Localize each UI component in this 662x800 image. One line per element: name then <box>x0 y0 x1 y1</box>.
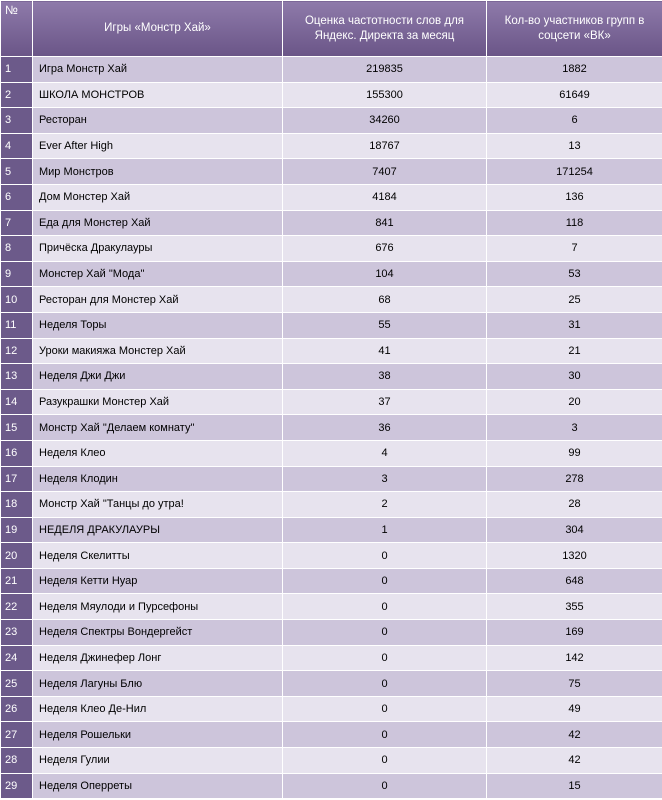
row-number: 2 <box>1 82 33 108</box>
row-game-name: Монстр Хай "Делаем комнату" <box>33 415 283 441</box>
table-row <box>1 312 662 338</box>
table-row <box>1 440 662 466</box>
table-row <box>1 364 662 390</box>
row-frequency: 3 <box>283 466 487 492</box>
row-game-name: Разукрашки Монстер Хай <box>33 389 283 415</box>
row-game-name: Неделя Клео <box>33 440 283 466</box>
row-game-name: Неделя Рошельки <box>33 722 283 748</box>
table-row <box>1 415 662 441</box>
row-number: 16 <box>1 440 33 466</box>
row-number: 29 <box>1 773 33 799</box>
row-vk-members: 278 <box>487 466 662 492</box>
row-number: 14 <box>1 389 33 415</box>
row-game-name: Неделя Торы <box>33 312 283 338</box>
table-row <box>1 722 662 748</box>
row-vk-members: 61649 <box>487 82 662 108</box>
table-row <box>1 543 662 569</box>
row-frequency: 7407 <box>283 159 487 185</box>
row-frequency: 219835 <box>283 57 487 83</box>
row-frequency: 34260 <box>283 108 487 134</box>
row-vk-members: 28 <box>487 492 662 518</box>
table-row <box>1 236 662 262</box>
row-game-name: Неделя Лагуны Блю <box>33 671 283 697</box>
row-frequency: 841 <box>283 210 487 236</box>
row-vk-members: 42 <box>487 748 662 774</box>
table-row <box>1 671 662 697</box>
row-number: 23 <box>1 620 33 646</box>
table-row <box>1 338 662 364</box>
row-vk-members: 3 <box>487 415 662 441</box>
row-game-name: Неделя Гулии <box>33 748 283 774</box>
row-game-name: ШКОЛА МОНСТРОВ <box>33 82 283 108</box>
row-frequency: 0 <box>283 543 487 569</box>
table-row <box>1 466 662 492</box>
row-frequency: 4 <box>283 440 487 466</box>
table-row <box>1 57 662 83</box>
row-game-name: Неделя Клео Де-Нил <box>33 696 283 722</box>
row-game-name: Неделя Скелитты <box>33 543 283 569</box>
row-vk-members: 53 <box>487 261 662 287</box>
row-frequency: 0 <box>283 748 487 774</box>
row-game-name: Неделя Клодин <box>33 466 283 492</box>
row-game-name: Причёска Дракулауры <box>33 236 283 262</box>
row-game-name: Монстр Хай "Танцы до утра! <box>33 492 283 518</box>
row-frequency: 41 <box>283 338 487 364</box>
header-row <box>1 1 662 57</box>
row-frequency: 4184 <box>283 184 487 210</box>
row-number: 22 <box>1 594 33 620</box>
row-number: 11 <box>1 312 33 338</box>
table-row <box>1 287 662 313</box>
row-vk-members: 355 <box>487 594 662 620</box>
row-game-name: Неделя Джинефер Лонг <box>33 645 283 671</box>
row-number: 13 <box>1 364 33 390</box>
table-row <box>1 594 662 620</box>
table-row <box>1 261 662 287</box>
row-number: 4 <box>1 133 33 159</box>
table-row <box>1 492 662 518</box>
row-game-name: Ресторан <box>33 108 283 134</box>
table-row <box>1 133 662 159</box>
row-frequency: 37 <box>283 389 487 415</box>
row-frequency: 104 <box>283 261 487 287</box>
row-game-name: Еда для Монстер Хай <box>33 210 283 236</box>
row-frequency: 676 <box>283 236 487 262</box>
row-frequency: 0 <box>283 568 487 594</box>
header-game: Игры «Монстр Хай» <box>33 1 283 57</box>
row-number: 5 <box>1 159 33 185</box>
row-vk-members: 169 <box>487 620 662 646</box>
table-row <box>1 568 662 594</box>
row-vk-members: 648 <box>487 568 662 594</box>
row-game-name: Ever After High <box>33 133 283 159</box>
table-row <box>1 210 662 236</box>
row-vk-members: 99 <box>487 440 662 466</box>
row-vk-members: 21 <box>487 338 662 364</box>
row-number: 17 <box>1 466 33 492</box>
row-frequency: 0 <box>283 620 487 646</box>
row-vk-members: 25 <box>487 287 662 313</box>
table-row <box>1 184 662 210</box>
table-row <box>1 108 662 134</box>
row-number: 18 <box>1 492 33 518</box>
row-vk-members: 304 <box>487 517 662 543</box>
table-row <box>1 517 662 543</box>
row-game-name: Неделя Кетти Нуар <box>33 568 283 594</box>
row-game-name: Ресторан для Монстер Хай <box>33 287 283 313</box>
table-row <box>1 389 662 415</box>
table-row <box>1 696 662 722</box>
row-vk-members: 13 <box>487 133 662 159</box>
table-row <box>1 159 662 185</box>
row-number: 28 <box>1 748 33 774</box>
row-game-name: Неделя Оперреты <box>33 773 283 799</box>
row-frequency: 38 <box>283 364 487 390</box>
header-number: № <box>1 1 33 57</box>
row-game-name: Неделя Мяулоди и Пурсефоны <box>33 594 283 620</box>
table-row <box>1 645 662 671</box>
row-frequency: 1 <box>283 517 487 543</box>
table-row <box>1 82 662 108</box>
row-vk-members: 1320 <box>487 543 662 569</box>
row-number: 3 <box>1 108 33 134</box>
row-frequency: 18767 <box>283 133 487 159</box>
row-number: 7 <box>1 210 33 236</box>
row-frequency: 0 <box>283 645 487 671</box>
row-game-name: Уроки макияжа Монстер Хай <box>33 338 283 364</box>
row-vk-members: 6 <box>487 108 662 134</box>
row-number: 26 <box>1 696 33 722</box>
row-frequency: 0 <box>283 671 487 697</box>
row-game-name: Дом Монстер Хай <box>33 184 283 210</box>
row-vk-members: 142 <box>487 645 662 671</box>
row-vk-members: 136 <box>487 184 662 210</box>
row-game-name: Монстер Хай "Мода" <box>33 261 283 287</box>
row-number: 20 <box>1 543 33 569</box>
table-row <box>1 620 662 646</box>
row-game-name: Неделя Джи Джи <box>33 364 283 390</box>
row-frequency: 36 <box>283 415 487 441</box>
row-vk-members: 20 <box>487 389 662 415</box>
row-vk-members: 1882 <box>487 57 662 83</box>
row-number: 21 <box>1 568 33 594</box>
row-vk-members: 171254 <box>487 159 662 185</box>
row-vk-members: 15 <box>487 773 662 799</box>
row-number: 27 <box>1 722 33 748</box>
row-vk-members: 31 <box>487 312 662 338</box>
row-number: 9 <box>1 261 33 287</box>
row-number: 6 <box>1 184 33 210</box>
row-frequency: 0 <box>283 696 487 722</box>
row-frequency: 0 <box>283 773 487 799</box>
row-vk-members: 49 <box>487 696 662 722</box>
header-vk-members: Кол-во участников групп в соцсети «ВК» <box>487 1 662 57</box>
row-number: 15 <box>1 415 33 441</box>
header-frequency: Оценка частотности слов для Яндекс. Директа за месяц <box>283 1 487 57</box>
table-body <box>1 57 662 799</box>
row-vk-members: 42 <box>487 722 662 748</box>
row-game-name: Мир Монстров <box>33 159 283 185</box>
row-frequency: 2 <box>283 492 487 518</box>
row-number: 25 <box>1 671 33 697</box>
row-vk-members: 30 <box>487 364 662 390</box>
row-game-name: Неделя Спектры Вондергейст <box>33 620 283 646</box>
row-frequency: 68 <box>283 287 487 313</box>
row-number: 24 <box>1 645 33 671</box>
row-number: 12 <box>1 338 33 364</box>
row-frequency: 0 <box>283 722 487 748</box>
row-vk-members: 75 <box>487 671 662 697</box>
row-number: 19 <box>1 517 33 543</box>
row-number: 10 <box>1 287 33 313</box>
row-number: 8 <box>1 236 33 262</box>
row-frequency: 0 <box>283 594 487 620</box>
row-frequency: 55 <box>283 312 487 338</box>
row-vk-members: 7 <box>487 236 662 262</box>
row-vk-members: 118 <box>487 210 662 236</box>
row-number: 1 <box>1 57 33 83</box>
row-game-name: НЕДЕЛЯ ДРАКУЛАУРЫ <box>33 517 283 543</box>
row-frequency: 155300 <box>283 82 487 108</box>
table-row <box>1 748 662 774</box>
table-row <box>1 773 662 799</box>
row-game-name: Игра Монстр Хай <box>33 57 283 83</box>
